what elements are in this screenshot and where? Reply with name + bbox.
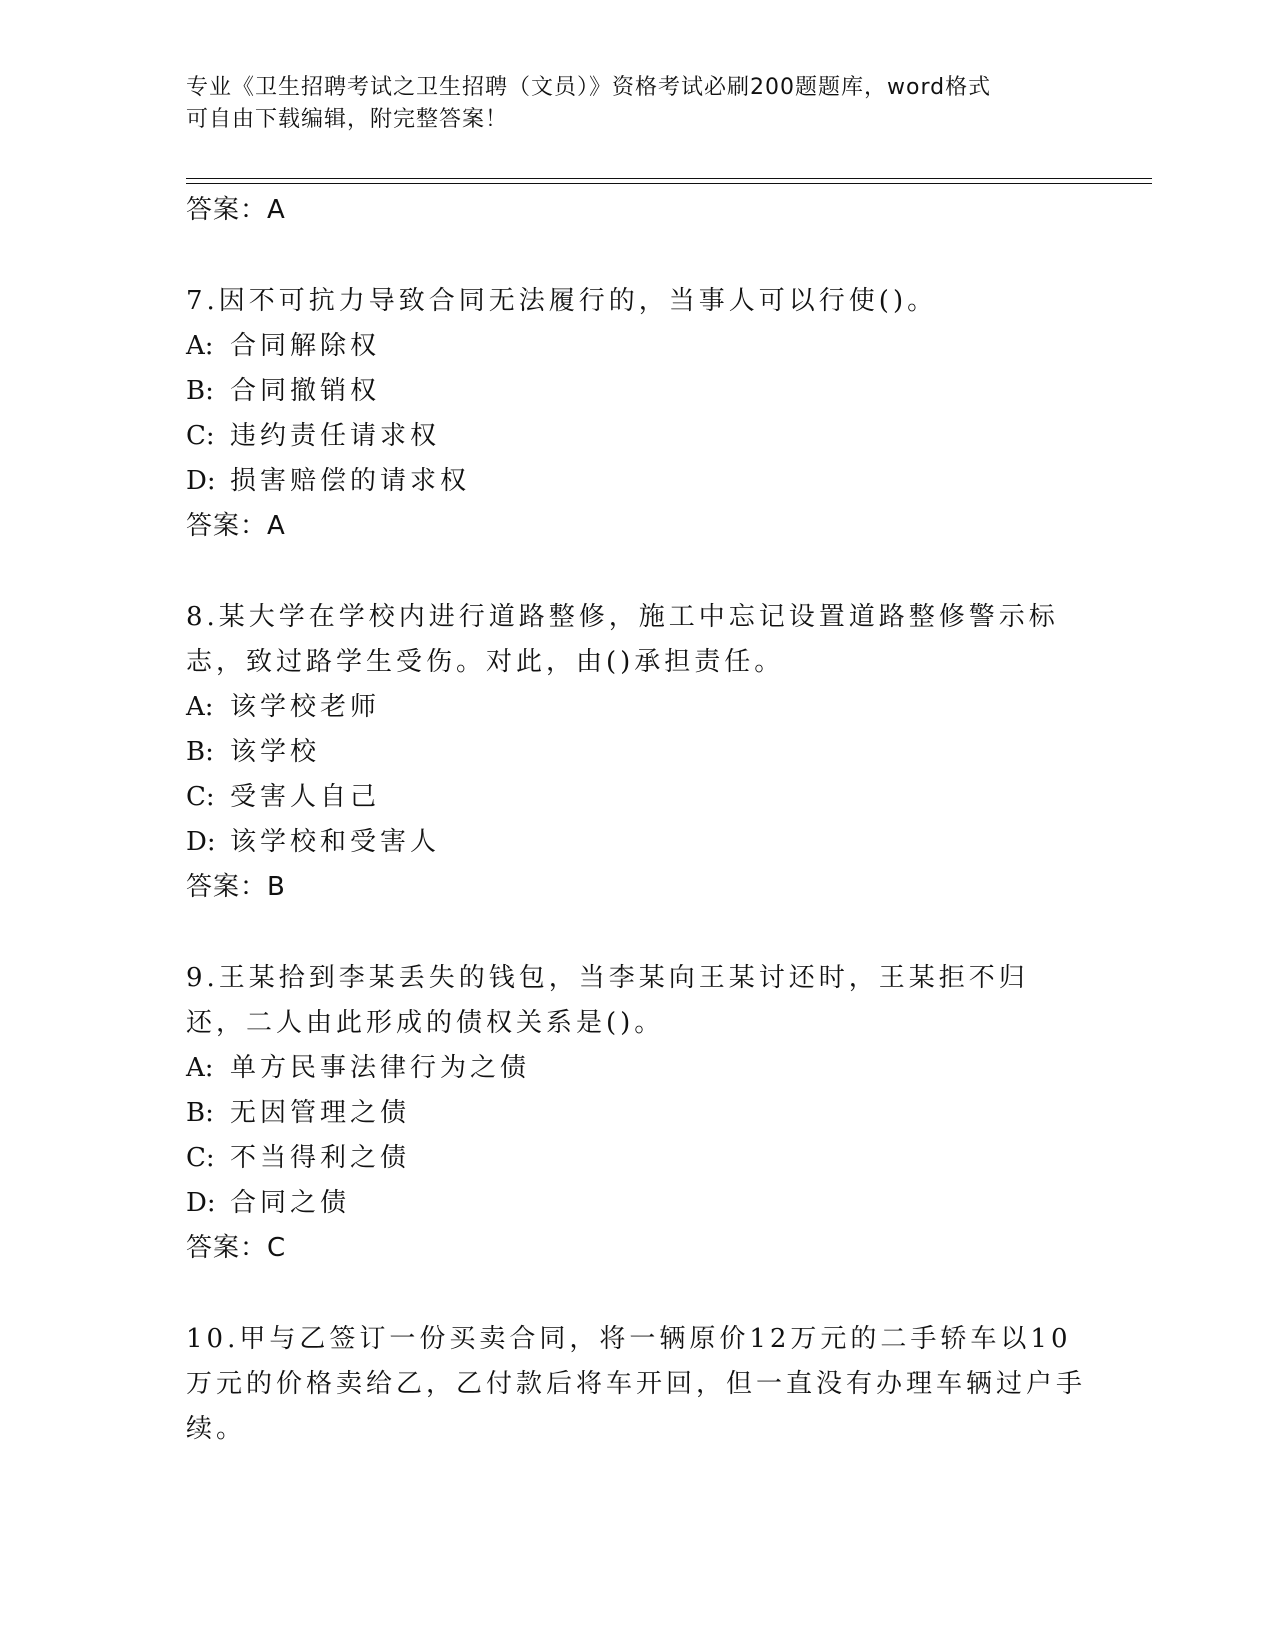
option-c [186, 775, 1086, 820]
option-letter: B: [186, 737, 214, 767]
option-text: 合同解除权 [230, 331, 381, 361]
question-list [186, 188, 1086, 1452]
question-text: 10.甲与乙签订一份买卖合同，将一辆原价12万元的二手轿车以10万元的价格卖给乙，乙付款后将车开回，但一直没有办理车辆过户手续。 [186, 1324, 1087, 1444]
option-letter: B: [186, 376, 214, 406]
option-text: 无因管理之债 [230, 1098, 411, 1128]
question-block [186, 956, 1086, 1271]
option-text: 合同撤销权 [230, 376, 381, 406]
option-text: 该学校和受害人 [230, 827, 441, 857]
header-line-2: 可自由下载编辑，附完整答案！ [186, 107, 509, 132]
question-text: 9.王某拾到李某丢失的钱包，当李某向王某讨还时，王某拒不归还，二人由此形成的债权关系是()。 [186, 963, 1029, 1038]
option-c [186, 1136, 1086, 1181]
option-d [186, 459, 1086, 504]
option-text: 该学校 [230, 737, 321, 767]
option-letter: D: [186, 466, 216, 496]
option-text: 受害人自己 [230, 782, 381, 812]
answer-line: 答案：A [186, 195, 286, 225]
option-d [186, 1181, 1086, 1226]
option-letter: A: [186, 1053, 214, 1083]
option-b [186, 730, 1086, 775]
option-c [186, 414, 1086, 459]
question-text: 8.某大学在学校内进行道路整修，施工中忘记设置道路整修警示标志，致过路学生受伤。对此，由()承担责任。 [186, 602, 1059, 677]
option-a [186, 324, 1086, 369]
option-letter: D: [186, 827, 216, 857]
question-block [186, 595, 1086, 910]
option-letter: C: [186, 1143, 215, 1173]
option-letter: C: [186, 421, 215, 451]
header-divider-top [186, 178, 1152, 179]
option-b [186, 1091, 1086, 1136]
option-a [186, 1046, 1086, 1091]
option-b [186, 369, 1086, 414]
option-letter: C: [186, 782, 215, 812]
question-block [186, 279, 1086, 549]
answer-line: 答案：A [186, 511, 286, 541]
answer-line: 答案：B [186, 872, 286, 902]
option-letter: A: [186, 331, 214, 361]
answer-line: 答案：C [186, 1233, 287, 1263]
option-text: 损害赔偿的请求权 [230, 466, 471, 496]
option-letter: B: [186, 1098, 214, 1128]
header-divider-bottom [186, 183, 1152, 184]
option-text: 该学校老师 [230, 692, 381, 722]
question-block [186, 1317, 1086, 1452]
option-letter: D: [186, 1188, 216, 1218]
option-d [186, 820, 1086, 865]
option-a [186, 685, 1086, 730]
option-text: 违约责任请求权 [230, 421, 441, 451]
option-text: 单方民事法律行为之债 [230, 1053, 531, 1083]
option-text: 合同之债 [230, 1188, 351, 1218]
option-text: 不当得利之债 [230, 1143, 411, 1173]
question-text: 7.因不可抗力导致合同无法履行的，当事人可以行使()。 [186, 286, 938, 316]
option-letter: A: [186, 692, 214, 722]
document-header [186, 72, 1086, 136]
header-line-1: 专业《卫生招聘考试之卫生招聘（文员）》资格考试必刷200题题库，word格式 [186, 75, 992, 100]
